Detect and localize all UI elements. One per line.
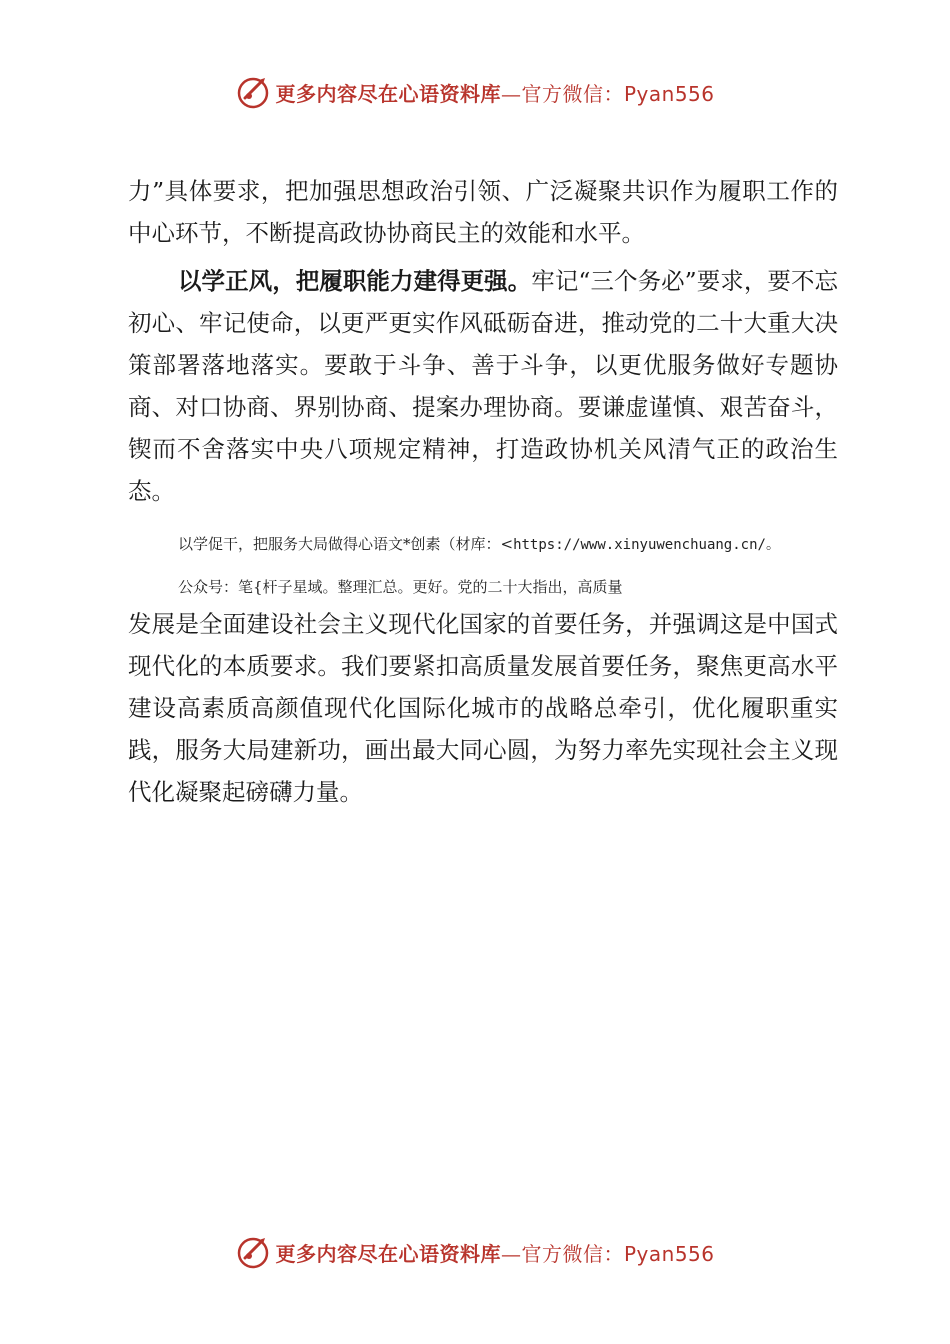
small-note-block	[128, 534, 888, 597]
brand-logo-icon	[235, 1234, 271, 1270]
small-note-1-url: https://www.xinyuwenchuang.cn/。	[513, 537, 780, 553]
paragraph-1: 力”具体要求，把加强思想政治引领、广泛凝聚共识作为履职工作的中心环节，不断提高政协协商民主的效能和水平。	[128, 177, 838, 247]
paragraph-3: 发展是全面建设社会主义现代化国家的首要任务，并强调这是中国式现代化的本质要求。我们要紧扣高质量发展首要任务，聚焦更高水平建设高素质高颜值现代化国际化城市的战略总牵引，优化履职重实践，服务大局建新功，画出最大同心圆，为努力率先实现社会主义现代化凝聚起磅礴力量。	[128, 610, 838, 806]
banner-text	[275, 1238, 714, 1267]
header-banner	[0, 72, 950, 112]
paragraph-2-body: 牢记“三个务必”要求，要不忘初心、牢记使命，以更严更实作风砥砺奋进，推动党的二十大重大决策部署落地落实。要敢于斗争、善于斗争，以更优服务做好专题协商、对口协商、界别协商、提案办理协商。要谦虚谨慎、艰苦奋斗，锲而不舍落实中央八项规定精神，打造政协机关风清气正的政治生态。	[128, 267, 839, 505]
small-note-2: 公众号：笔{杆子星域。整理汇总。更好。党的二十大指出，高质量	[178, 578, 623, 596]
banner-wechat-id: Pyan556	[623, 81, 715, 106]
banner-text	[275, 78, 714, 107]
brand-logo-icon	[235, 74, 271, 110]
banner-wechat-id: Pyan556	[623, 1241, 715, 1266]
document-body-continued	[128, 603, 838, 813]
banner-wechat-label: 官方微信：	[521, 81, 624, 106]
small-note-1	[128, 534, 888, 555]
banner-dash: —	[500, 81, 522, 106]
paragraph-2	[128, 260, 838, 512]
banner-site: 更多内容尽在心语资料库	[275, 1241, 501, 1266]
banner-site: 更多内容尽在心语资料库	[275, 81, 501, 106]
footer-banner	[0, 1232, 950, 1272]
paragraph-2-lead: 以学正风，把履职能力建得更强。	[178, 267, 532, 295]
document-body	[128, 170, 838, 512]
banner-dash: —	[500, 1241, 522, 1266]
small-note-1-text: 以学促干，把服务大局做得心语文*创素（材库：<	[178, 535, 514, 553]
banner-wechat-label: 官方微信：	[521, 1241, 624, 1266]
